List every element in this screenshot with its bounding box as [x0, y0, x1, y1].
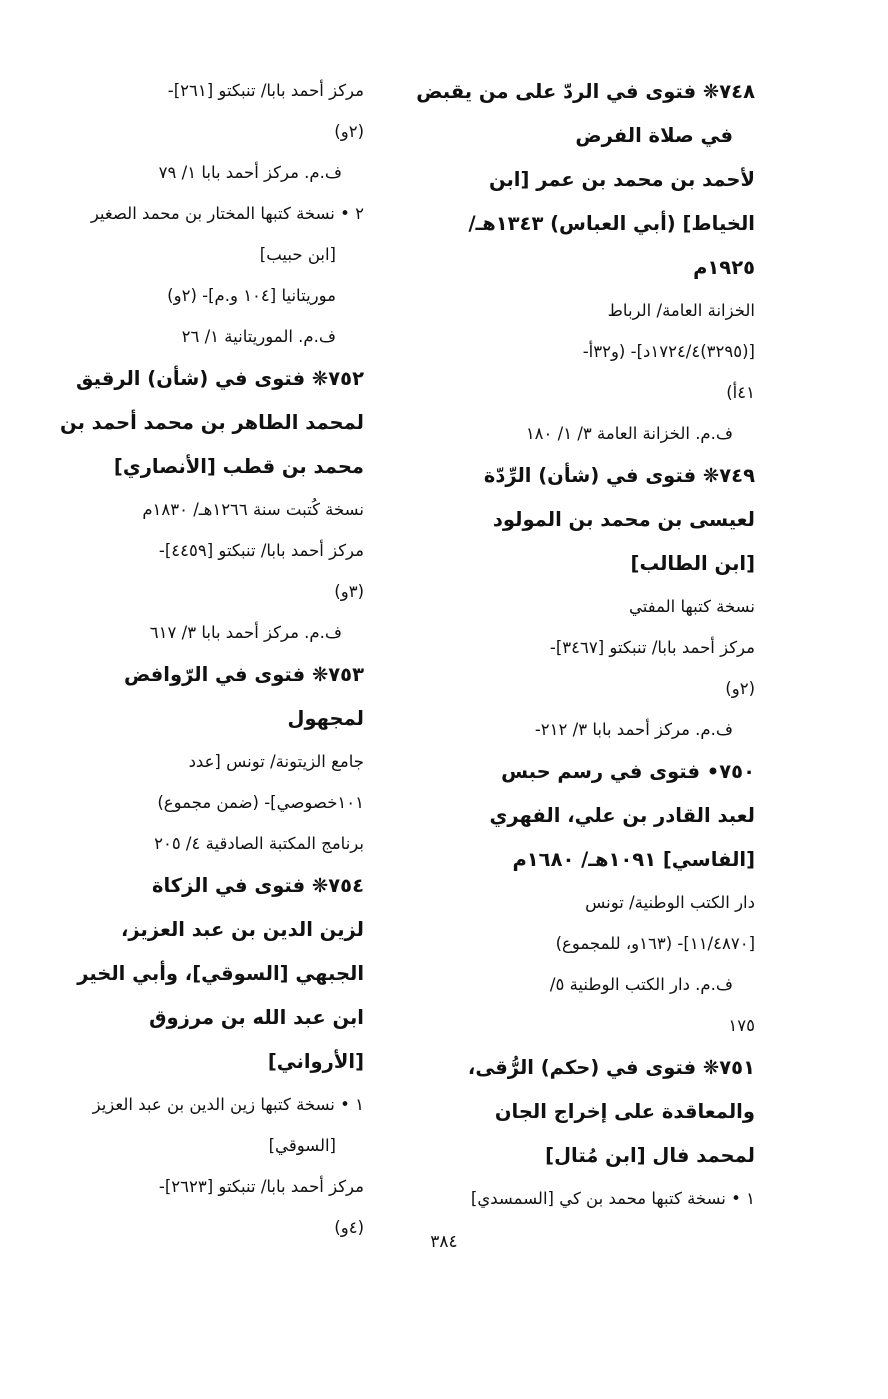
author-line: الخياط] (أبي العباس) ١٣٤٣هـ/ — [468, 212, 755, 235]
text-line: نسخة كُتبت سنة ١٢٦٦هـ/ ١٨٣٠م — [142, 500, 364, 519]
text-line: (٢و) — [725, 679, 755, 698]
right-column — [410, 70, 755, 1219]
author-line: لعبد القادر بن علي، الفهري — [489, 804, 755, 827]
text-line: مركز أحمد بابا/ تنبكتو [٤٤٥٩]- — [158, 541, 364, 560]
reference-line: ف.م. الموريتانية ١/ ٢٦ — [181, 327, 336, 346]
text-line: ٤١أ) — [726, 383, 755, 402]
text-line: ١ • نسخة كتبها زين الدين بن عبد العزيز — [92, 1095, 364, 1114]
text-line: مركز أحمد بابا/ تنبكتو [٣٤٦٧]- — [549, 638, 755, 657]
text-line: دار الكتب الوطنية/ تونس — [585, 893, 755, 912]
text-line: (٣و) — [334, 582, 364, 601]
reference-line: ف.م. دار الكتب الوطنية ٥/ — [549, 975, 733, 994]
entry-heading: ٧٤٨❋ فتوى في الردّ على من يقبض — [416, 80, 755, 103]
author-line: لزين الدين بن عبد العزيز، — [120, 918, 364, 941]
entry-heading: ٧٥٤❋ فتوى في الزكاة — [151, 874, 364, 897]
author-line: ١٩٢٥م — [693, 256, 755, 279]
author-line: [الفاسي] ١٠٩١هـ/ ١٦٨٠م — [512, 848, 755, 871]
entry-heading: ٧٥٢❋ فتوى في (شأن) الرقيق — [76, 367, 364, 390]
author-line: الجبهي [السوقي]، وأبي الخير — [77, 962, 364, 985]
text-line: مركز أحمد بابا/ تنبكتو [٢٦٢٣]- — [158, 1177, 364, 1196]
text-line: مركز أحمد بابا/ تنبكتو [٢٦١]- — [167, 81, 364, 100]
entry-heading: ٧٥٣❋ فتوى في الرّوافض — [123, 663, 364, 686]
author-line: ابن عبد الله بن مرزوق — [149, 1006, 364, 1029]
text-line: جامع الزيتونة/ تونس [عدد — [188, 752, 364, 771]
text-line: ١٧٥ — [728, 1016, 755, 1035]
entry-heading: ٧٥٠• فتوى في رسم حبس — [501, 760, 755, 783]
author-line: محمد بن قطب [الأنصاري] — [113, 455, 364, 478]
text-line: نسخة كتبها المفتي — [629, 597, 755, 616]
reference-line: ف.م. مركز أحمد بابا ١/ ٧٩ — [158, 163, 342, 182]
text-line: ٢ • نسخة كتبها المختار بن محمد الصغير — [90, 204, 364, 223]
reference-line: موريتانيا [١٠٤ و.م]- (٢و) — [167, 286, 336, 305]
entry-heading: ٧٥١❋ فتوى في (حكم) الرُّقى، — [467, 1056, 755, 1079]
text-line: (٤و) — [334, 1218, 364, 1237]
author-line: لمحمد الطاهر بن محمد أحمد بن — [60, 411, 364, 434]
left-column — [24, 70, 364, 1248]
text-line: [(٣٢٩٥)١٧٢٤/٤د]- (و٣٢أ- — [582, 342, 755, 361]
text-line: الخزانة العامة/ الرباط — [607, 301, 755, 320]
text-line: برنامج المكتبة الصادقية ٤/ ٢٠٥ — [154, 834, 364, 853]
author-line: [الأرواني] — [267, 1050, 364, 1073]
reference-line: [السوقي] — [268, 1136, 336, 1155]
author-line: [ابن الطالب] — [630, 552, 755, 575]
reference-line: ف.م. الخزانة العامة ٣/ ١/ ١٨٠ — [525, 424, 733, 443]
reference-line: ف.م. مركز أحمد بابا ٣/ ٢١٢- — [534, 720, 733, 739]
text-line: (٢و) — [334, 122, 364, 141]
page-number: ٣٨٤ — [430, 1232, 458, 1252]
text-line: [١١/٤٨٧٠]- (١٦٣و، للمجموع) — [555, 934, 755, 953]
author-line: والمعاقدة على إخراج الجان — [494, 1100, 755, 1123]
entry-heading: ٧٤٩❋ فتوى في (شأن) الرِّدّة — [483, 464, 755, 487]
author-line: لمحمد فال [ابن مُتال] — [545, 1144, 755, 1167]
text-line: ١ • نسخة كتبها محمد بن كي [السمسدي] — [470, 1189, 755, 1208]
entry-heading-continued: في صلاة الفرض — [575, 124, 733, 147]
author-line: لأحمد بن محمد بن عمر [ابن — [488, 168, 755, 191]
reference-line: ف.م. مركز أحمد بابا ٣/ ٦١٧ — [149, 623, 342, 642]
author-line: لعيسى بن محمد بن المولود — [492, 508, 755, 531]
text-line: ١٠١خصوصي]- (ضمن مجموع) — [157, 793, 364, 812]
reference-line: [ابن حبيب] — [259, 245, 336, 264]
author-line: لمجهول — [287, 707, 364, 730]
